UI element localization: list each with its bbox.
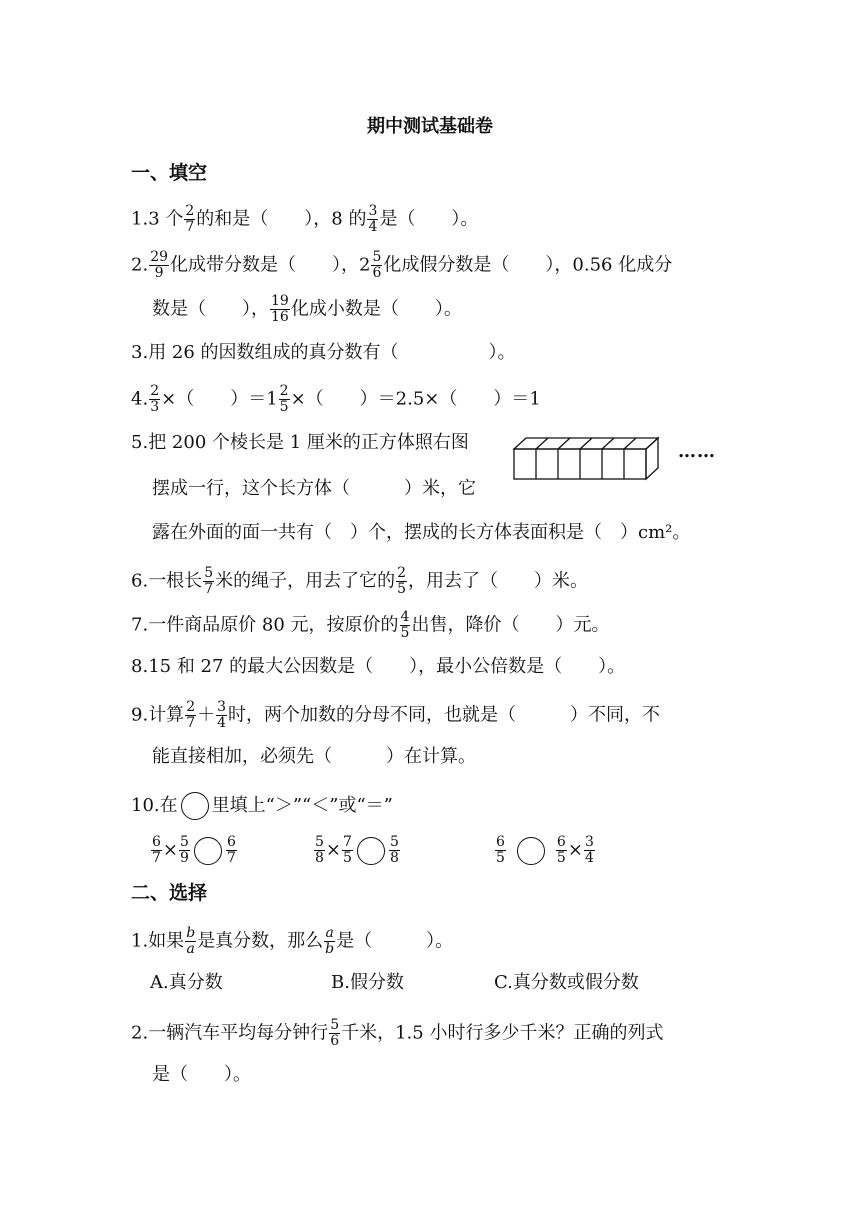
question-number: 9.: [131, 704, 149, 726]
question-text: 化成带分数是（ ），: [170, 254, 360, 276]
question-text: 如果: [148, 930, 185, 952]
fraction: [400, 610, 411, 641]
question-text: 里填上“＞”“＜”或“＝”: [211, 795, 393, 816]
question-1-9-continued: [152, 746, 476, 768]
denominator: 5: [343, 850, 352, 866]
question-2-1: [131, 926, 453, 957]
fraction: [270, 294, 290, 325]
fraction: [371, 250, 382, 281]
denominator: 9: [180, 850, 189, 866]
question-text: 计算: [148, 704, 185, 726]
question-text: ×（ ）＝1: [161, 388, 278, 410]
fraction: [396, 566, 407, 597]
numerator: 5: [204, 565, 214, 581]
question-text: 能直接相加，必须先（ ）在计算。: [152, 746, 476, 767]
question-number: 2.: [131, 1022, 149, 1044]
section-heading-choice: 二、选择: [131, 882, 208, 904]
fraction: [179, 835, 190, 866]
denominator: a: [186, 941, 195, 957]
numerator: 5: [330, 1017, 340, 1033]
question-number: 1.: [131, 208, 149, 230]
question-text: 15 和 27 的最大公因数是（ ），最小公倍数是（ ）。: [148, 656, 626, 677]
question-2-2: [131, 1018, 663, 1049]
question-text: 用 26 的因数组成的真分数有（ ）。: [148, 342, 516, 363]
denominator: 7: [185, 219, 195, 235]
question-1-10: [131, 792, 393, 820]
denominator: 6: [330, 1033, 340, 1049]
numerator: 5: [372, 249, 382, 265]
denominator: 8: [389, 850, 399, 866]
numerator: 3: [584, 834, 594, 850]
question-text: 是（ ）。: [336, 930, 454, 952]
question-number: 7.: [131, 614, 149, 636]
denominator: 4: [217, 715, 227, 731]
fraction: [279, 384, 290, 415]
compare-circle[interactable]: [357, 837, 385, 865]
option-b[interactable]: B.假分数: [331, 972, 404, 993]
question-1-5: [131, 432, 469, 454]
question-1-3: [131, 342, 516, 364]
compare-circle[interactable]: [194, 837, 222, 865]
fraction: [342, 835, 353, 866]
denominator: 8: [315, 850, 324, 866]
question-text: 米的绳子，用去了它的: [215, 570, 396, 592]
page-title: 期中测试基础卷: [367, 116, 493, 137]
numerator: 6: [496, 834, 505, 850]
question-number: 6.: [131, 570, 149, 592]
question-1-5-line-2: [152, 478, 476, 500]
fraction: [389, 835, 400, 866]
numerator: 19: [271, 293, 289, 309]
question-1-2-continued: [152, 294, 462, 325]
question-number: 2.: [131, 254, 149, 276]
question-number: 5.: [131, 432, 149, 453]
question-text: 摆成一行，这个长方体（ ）米，它: [152, 478, 476, 499]
numerator: 3: [368, 203, 378, 219]
numerator: 4: [400, 609, 410, 625]
fraction: [314, 835, 325, 866]
denominator: 5: [496, 850, 505, 866]
question-text: 露在外面的面一共有（ ）个，摆成的长方体表面积是（ ）cm²。: [152, 522, 691, 543]
question-text: 的和是（ ），8 的: [196, 208, 367, 230]
numerator: 2: [279, 383, 289, 399]
question-1-8: [131, 656, 625, 678]
numerator: 6: [152, 834, 161, 850]
fraction: [185, 926, 196, 957]
fraction: [367, 204, 378, 235]
numerator: 2: [185, 203, 195, 219]
denominator: 5: [556, 850, 566, 866]
denominator: 16: [271, 309, 289, 325]
question-number: 4.: [131, 388, 149, 410]
numerator: 6: [556, 834, 566, 850]
denominator: 7: [152, 850, 161, 866]
compare-item-c: [494, 835, 596, 866]
denominator: 5: [400, 625, 410, 641]
question-text: 数是（ ），: [152, 298, 269, 320]
question-text: 把 200 个棱长是 1 厘米的正方体照右图: [148, 432, 469, 453]
operator: ×: [567, 839, 583, 861]
numerator: 2: [397, 565, 407, 581]
question-1-6: [131, 566, 588, 597]
numerator: 2: [150, 383, 160, 399]
question-text: 是（ ）。: [379, 208, 479, 230]
question-text: 3 个: [148, 208, 184, 230]
question-1-9: [131, 700, 660, 731]
fraction: [185, 700, 196, 731]
compare-circle[interactable]: [517, 837, 545, 865]
numerator: 2: [186, 699, 196, 715]
fraction: [203, 566, 214, 597]
denominator: 5: [279, 399, 289, 415]
fraction: [216, 700, 227, 731]
question-1-2: [131, 250, 672, 281]
fraction: [584, 835, 595, 866]
question-text: 时，两个加数的分母不同，也就是（ ）不同，不: [228, 704, 661, 726]
question-number: 1.: [131, 930, 149, 952]
numerator: 29: [150, 249, 169, 265]
question-text: 千米，1.5 小时行多少千米？正确的列式: [341, 1022, 664, 1044]
denominator: 4: [368, 219, 378, 235]
question-text: ×（ ）＝2.5×（ ）＝1: [290, 388, 541, 410]
mixed-number-whole: 2: [359, 254, 371, 276]
question-1-5-line-3: [152, 522, 690, 544]
numerator: 5: [180, 834, 189, 850]
question-text: 化成假分数是（ ），0.56 化成分: [383, 254, 673, 276]
numerator: 7: [343, 834, 352, 850]
option-c[interactable]: C.真分数或假分数: [494, 972, 639, 993]
ellipsis: ……: [678, 441, 716, 462]
numerator: 3: [217, 699, 227, 715]
question-text: 是（ ）。: [152, 1064, 251, 1085]
numerator: 5: [389, 834, 399, 850]
question-number: 8.: [131, 656, 149, 677]
fraction: [226, 835, 237, 866]
denominator: 9: [154, 265, 164, 281]
question-text: 一辆汽车平均每分钟行: [148, 1022, 329, 1044]
question-text: 在: [159, 795, 178, 816]
cube-row-illustration: [512, 436, 662, 482]
denominator: 3: [150, 399, 160, 415]
fraction: [324, 926, 335, 957]
question-text: 化成小数是（ ）。: [290, 298, 462, 320]
fraction: [149, 384, 160, 415]
numerator: 6: [226, 834, 236, 850]
operator: ×: [162, 839, 179, 861]
compare-circle: [181, 792, 209, 820]
denominator: 7: [186, 715, 196, 731]
question-text: 一根长: [148, 570, 203, 592]
question-text: 出售，降价（ ）元。: [411, 614, 610, 636]
denominator: 6: [372, 265, 382, 281]
denominator: 7: [226, 850, 236, 866]
question-text: 一件商品原价 80 元，按原价的: [148, 614, 399, 636]
operator: ＋: [197, 704, 216, 726]
option-a[interactable]: A.真分数: [150, 972, 223, 993]
operator: ×: [325, 839, 342, 861]
question-text: 是真分数，那么: [197, 930, 324, 952]
denominator: b: [325, 941, 335, 957]
compare-item-a: [150, 835, 238, 866]
fraction: [151, 835, 162, 866]
question-number: 3.: [131, 342, 149, 363]
question-1-1: [131, 204, 478, 235]
section-heading-fill-blank: 一、填空: [131, 162, 208, 184]
question-number: 10.: [131, 795, 160, 816]
fraction: [149, 250, 169, 281]
numerator: b: [186, 925, 196, 941]
question-1-4: [131, 384, 541, 415]
question-2-2-continued: [152, 1064, 251, 1086]
fraction: [495, 835, 506, 866]
question-1-7: [131, 610, 609, 641]
denominator: 5: [397, 581, 407, 597]
question-text: ，用去了（ ）米。: [408, 570, 589, 592]
denominator: 4: [584, 850, 594, 866]
fraction: [184, 204, 195, 235]
cube-side-face: [646, 438, 658, 479]
compare-item-b: [313, 835, 401, 866]
fraction: [329, 1018, 340, 1049]
fraction: [556, 835, 567, 866]
numerator: 5: [315, 834, 324, 850]
denominator: 7: [204, 581, 214, 597]
numerator: a: [325, 925, 334, 941]
